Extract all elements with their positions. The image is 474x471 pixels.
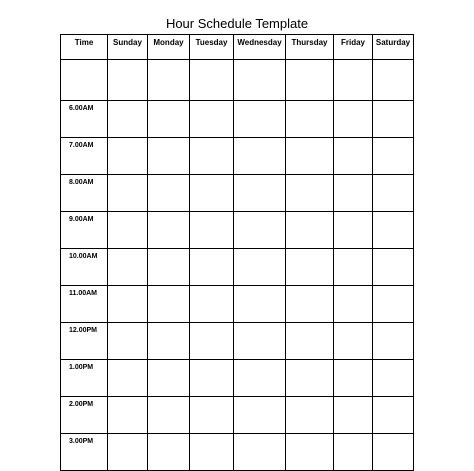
schedule-cell <box>286 138 334 175</box>
schedule-cell <box>108 101 148 138</box>
schedule-cell <box>234 286 286 323</box>
schedule-cell <box>234 60 286 101</box>
time-slot-label: 6.00AM <box>61 101 108 138</box>
schedule-cell <box>190 434 234 471</box>
time-slot-label: 10.00AM <box>61 249 108 286</box>
schedule-cell <box>234 212 286 249</box>
schedule-cell <box>234 138 286 175</box>
schedule-cell <box>334 138 373 175</box>
schedule-cell <box>286 101 334 138</box>
schedule-cell <box>373 360 414 397</box>
time-slot-label: 1.00PM <box>61 360 108 397</box>
schedule-cell <box>286 360 334 397</box>
schedule-cell <box>373 397 414 434</box>
schedule-cell <box>373 323 414 360</box>
schedule-cell <box>286 212 334 249</box>
schedule-cell <box>190 323 234 360</box>
schedule-cell <box>373 249 414 286</box>
schedule-cell <box>148 249 190 286</box>
spacer-row <box>61 60 414 101</box>
schedule-cell <box>148 101 190 138</box>
page-title: Hour Schedule Template <box>165 16 309 31</box>
schedule-cell <box>373 101 414 138</box>
table-row <box>61 101 414 138</box>
schedule-cell <box>190 286 234 323</box>
table-row <box>61 175 414 212</box>
schedule-cell <box>148 286 190 323</box>
schedule-cell <box>190 138 234 175</box>
schedule-cell <box>334 175 373 212</box>
schedule-cell <box>373 138 414 175</box>
time-slot-label: 9.00AM <box>61 212 108 249</box>
schedule-cell <box>234 397 286 434</box>
column-header-sunday: Sunday <box>108 35 148 60</box>
schedule-cell <box>234 249 286 286</box>
schedule-cell <box>148 360 190 397</box>
schedule-cell <box>148 212 190 249</box>
schedule-cell <box>373 175 414 212</box>
schedule-cell <box>108 360 148 397</box>
schedule-cell <box>334 101 373 138</box>
schedule-cell <box>190 175 234 212</box>
schedule-cell <box>234 434 286 471</box>
schedule-table <box>60 34 414 471</box>
schedule-cell <box>373 212 414 249</box>
schedule-cell <box>190 212 234 249</box>
schedule-cell <box>148 138 190 175</box>
schedule-cell <box>108 175 148 212</box>
schedule-cell <box>334 397 373 434</box>
schedule-cell <box>148 60 190 101</box>
schedule-cell <box>108 434 148 471</box>
schedule-cell <box>286 397 334 434</box>
schedule-cell <box>190 101 234 138</box>
schedule-cell <box>148 323 190 360</box>
column-header-time: Time <box>61 35 108 60</box>
column-header-wednesday: Wednesday <box>234 35 286 60</box>
column-header-saturday: Saturday <box>373 35 414 60</box>
column-header-friday: Friday <box>334 35 373 60</box>
schedule-cell <box>190 397 234 434</box>
schedule-cell <box>148 397 190 434</box>
schedule-cell <box>286 323 334 360</box>
table-row <box>61 360 414 397</box>
table-row <box>61 138 414 175</box>
schedule-cell <box>334 212 373 249</box>
schedule-cell <box>334 60 373 101</box>
schedule-cell <box>234 175 286 212</box>
schedule-cell <box>108 138 148 175</box>
table-row <box>61 286 414 323</box>
schedule-cell <box>286 249 334 286</box>
schedule-cell <box>108 60 148 101</box>
schedule-cell <box>190 249 234 286</box>
schedule-cell <box>108 397 148 434</box>
schedule-cell <box>334 434 373 471</box>
table-row <box>61 434 414 471</box>
time-slot-label: 3.00PM <box>61 434 108 471</box>
column-header-thursday: Thursday <box>286 35 334 60</box>
schedule-cell <box>286 434 334 471</box>
column-header-monday: Monday <box>148 35 190 60</box>
schedule-cell <box>286 286 334 323</box>
schedule-cell <box>108 323 148 360</box>
schedule-cell <box>286 60 334 101</box>
schedule-cell <box>334 286 373 323</box>
column-header-tuesday: Tuesday <box>190 35 234 60</box>
schedule-cell <box>61 60 108 101</box>
schedule-cell <box>373 434 414 471</box>
table-row <box>61 249 414 286</box>
schedule-cell <box>234 323 286 360</box>
schedule-cell <box>148 175 190 212</box>
schedule-cell <box>234 360 286 397</box>
schedule-cell <box>334 249 373 286</box>
table-row <box>61 397 414 434</box>
time-slot-label: 2.00PM <box>61 397 108 434</box>
time-slot-label: 8.00AM <box>61 175 108 212</box>
time-slot-label: 12.00PM <box>61 323 108 360</box>
schedule-cell <box>190 360 234 397</box>
schedule-cell <box>373 60 414 101</box>
schedule-cell <box>190 60 234 101</box>
time-slot-label: 11.00AM <box>61 286 108 323</box>
schedule-cell <box>148 434 190 471</box>
schedule-cell <box>334 323 373 360</box>
schedule-cell <box>334 360 373 397</box>
time-slot-label: 7.00AM <box>61 138 108 175</box>
table-row <box>61 323 414 360</box>
schedule-cell <box>108 249 148 286</box>
schedule-cell <box>108 286 148 323</box>
table-row <box>61 212 414 249</box>
header-row <box>61 35 414 60</box>
schedule-cell <box>234 101 286 138</box>
schedule-cell <box>108 212 148 249</box>
schedule-cell <box>286 175 334 212</box>
schedule-cell <box>373 286 414 323</box>
